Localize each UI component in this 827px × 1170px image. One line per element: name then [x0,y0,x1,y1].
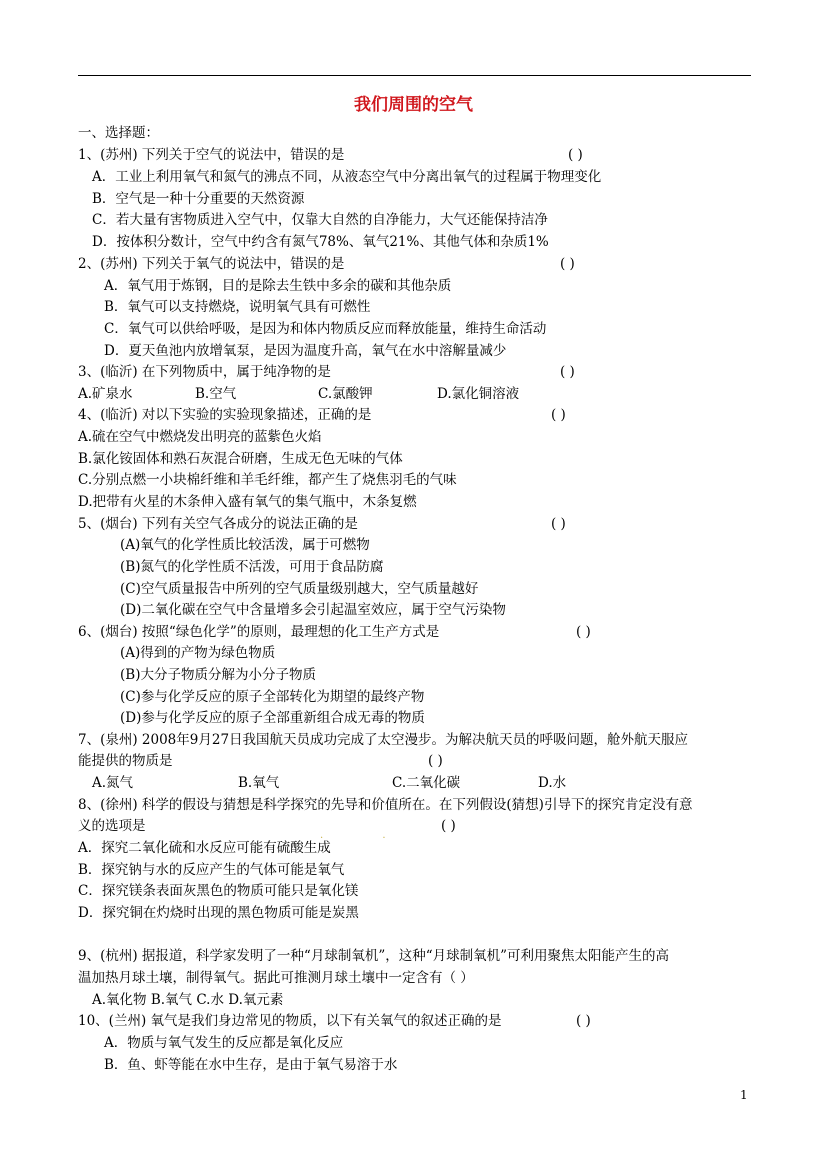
q8-answer-paren: ( ) [441,818,456,834]
q3-option-a: A.矿泉水 [78,386,133,402]
q7-stem-line1: 7、(泉州) 2008年9月27日我国航天员成功完成了太空漫步。为解决航天员的呼吸问题，舱外航天服应 [78,732,689,748]
q1-option-d: D．按体积分数计，空气中约含有氮气78%、氧气21%、其他气体和杂质1% [92,234,549,250]
q2-option-a: A．氧气用于炼钢，目的是除去生铁中多余的碳和其他杂质 [104,278,452,294]
q5-answer-paren: ( ) [551,516,566,532]
q8-option-c: C．探究镁条表面灰黑色的物质可能只是氧化镁 [78,883,359,899]
q7-stem-line2: 能提供的物质是 [78,753,173,769]
q7-option-b: B.氧气 [238,775,280,791]
q4-stem: 4、(临沂) 对以下实验的实验现象描述，正确的是 [78,407,372,423]
faint-dots-decoration: . . [320,830,414,841]
q3-answer-paren: ( ) [560,364,575,380]
q2-option-b: B．氧气可以支持燃烧，说明氧气具有可燃性 [104,299,371,315]
q9-options: A.氧化物 B.氧气 C.水 D.氧元素 [92,992,284,1008]
q10-answer-paren: ( ) [576,1013,591,1029]
q4-answer-paren: ( ) [551,407,566,423]
q5-option-a: (A)氧气的化学性质比较活泼，属于可燃物 [120,537,370,553]
q9-stem-line2: 温加热月球土壤，制得氧气。据此可推测月球土壤中一定含有（ ） [78,970,474,986]
q5-option-b: (B)氮气的化学性质不活泼，可用于食品防腐 [120,559,384,575]
q7-answer-paren: ( ) [428,753,443,769]
q2-option-c: C．氧气可以供给呼吸，是因为和体内物质反应而释放能量，维持生命活动 [104,321,547,337]
q7-option-c: C.二氧化碳 [392,775,461,791]
q6-answer-paren: ( ) [576,624,591,640]
q5-option-d: (D)二氧化碳在空气中含量增多会引起温室效应，属于空气污染物 [120,602,506,618]
q7-option-d: D.水 [538,775,567,791]
q6-option-b: (B)大分子物质分解为小分子物质 [120,667,316,683]
q3-option-b: B.空气 [195,386,237,402]
q10-stem: 10、(兰州) 氧气是我们身边常见的物质，以下有关氧气的叙述正确的是 [78,1013,502,1029]
q8-option-b: B．探究钠与水的反应产生的气体可能是氧气 [78,862,345,878]
section-heading: 一、选择题： [78,125,159,141]
q1-option-a: A．工业上利用氧气和氮气的沸点不同，从液态空气中分离出氧气的过程属于物理变化 [92,169,602,185]
q1-stem: 1、(苏州) 下列关于空气的说法中，错误的是 [78,147,345,163]
q8-stem-line2: 义的选项是 [78,818,146,834]
page-number: 1 [740,1088,748,1102]
q1-option-b: B．空气是一种十分重要的天然资源 [92,191,305,207]
q4-option-c: C.分别点燃一小块棉纤维和羊毛纤维，都产生了烧焦羽毛的气味 [78,472,457,488]
q2-option-d: D．夏天鱼池内放增氧泵，是因为温度升高，氧气在水中溶解量减少 [104,343,507,359]
q7-option-a: A.氮气 [92,775,134,791]
q5-stem: 5、(烟台) 下列有关空气各成分的说法正确的是 [78,516,358,532]
q8-option-a: A．探究二氧化硫和水反应可能有硫酸生成 [78,840,331,856]
q6-option-d: (D)参与化学反应的原子全部重新组合成无毒的物质 [120,710,425,726]
q2-stem: 2、(苏州) 下列关于氧气的说法中，错误的是 [78,256,345,272]
q4-option-b: B.氯化铵固体和熟石灰混合研磨，生成无色无味的气体 [78,451,403,467]
q6-option-c: (C)参与化学反应的原子全部转化为期望的最终产物 [120,689,425,705]
q3-stem: 3、(临沂) 在下列物质中，属于纯净物的是 [78,364,331,380]
q4-option-d: D.把带有火星的木条伸入盛有氧气的集气瓶中，木条复燃 [78,494,417,510]
q5-option-c: (C)空气质量报告中所列的空气质量级别越大，空气质量越好 [120,581,479,597]
q8-stem-line1: 8、(徐州) 科学的假设与猜想是科学探究的先导和价值所在。在下列假设(猜想)引导下的探究肯定没有意 [78,797,693,813]
page-title: 我们周围的空气 [354,95,473,115]
header-rule [78,75,751,76]
q2-answer-paren: ( ) [560,256,575,272]
q8-option-d: D．探究铜在灼烧时出现的黑色物质可能是炭黑 [78,905,359,921]
q10-option-b: B．鱼、虾等能在水中生存，是由于氧气易溶于水 [104,1057,398,1073]
q9-stem-line1: 9、(杭州) 据报道，科学家发明了一种“月球制氧机”，这种“月球制氧机”可利用聚焦太阳能产生的高 [78,948,670,964]
q4-option-a: A.硫在空气中燃烧发出明亮的蓝紫色火焰 [78,429,322,445]
q3-option-d: D.氯化铜溶液 [437,386,520,402]
q6-option-a: (A)得到的产物为绿色物质 [120,645,276,661]
q1-option-c: C．若大量有害物质进入空气中，仅靠大自然的自净能力，大气还能保持洁净 [92,212,548,228]
q6-stem: 6、(烟台) 按照“绿色化学”的原则，最理想的化工生产方式是 [78,624,440,640]
q10-option-a: A．物质与氧气发生的反应都是氧化反应 [104,1035,344,1051]
q3-option-c: C.氯酸钾 [318,386,373,402]
q1-answer-paren: ( ) [568,147,583,163]
